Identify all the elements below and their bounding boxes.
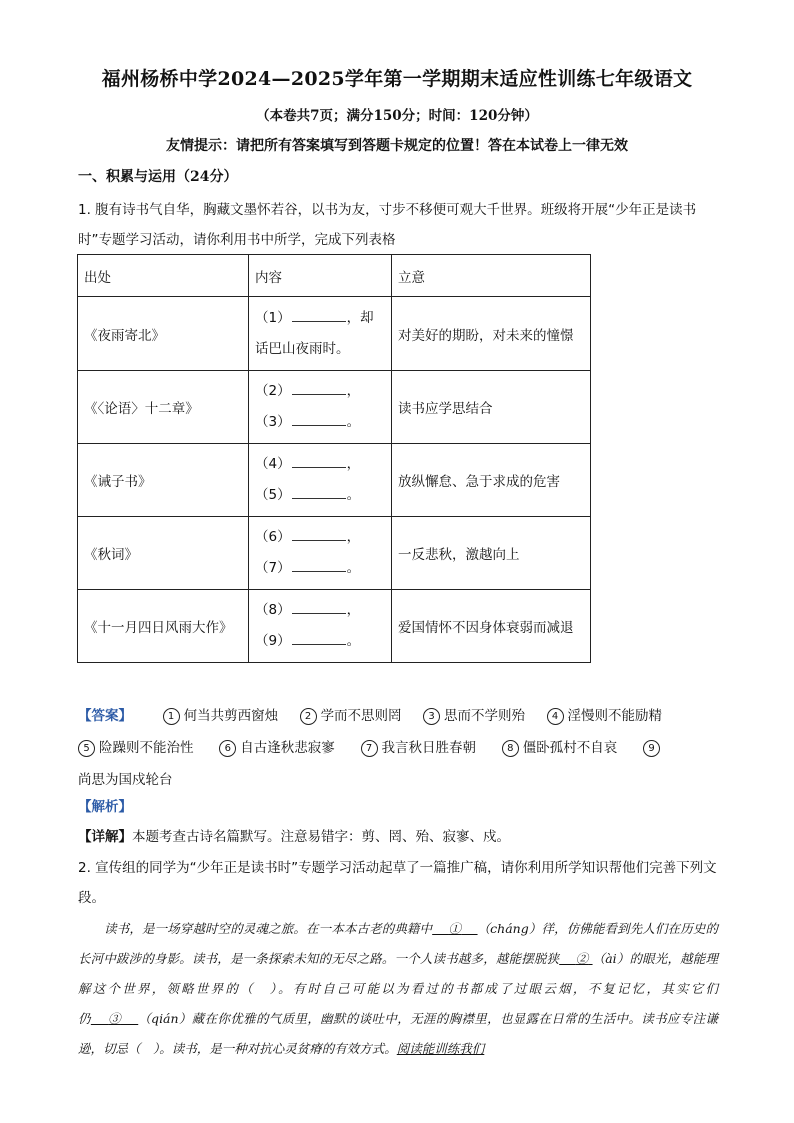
answer-text: 淫慢则不能励精 (567, 708, 662, 724)
answer-item (163, 700, 279, 732)
row-content (249, 297, 392, 371)
row-content (249, 590, 392, 663)
answer-text: 僵卧孤村不自哀 (522, 740, 618, 756)
passage-text: （qián）藏在你优雅的气质里，幽默的谈吐中，无涯的胸襟里，也显露在日常的生活中。读书应专注谦逊，切忌（ ）。读书，是一种对抗心灵贫瘠的有效方式。 (78, 1011, 718, 1056)
circled-number: 7 (361, 740, 378, 757)
detail-label: 【详解】 (78, 829, 132, 845)
row-source: 《秋词》 (78, 517, 249, 590)
fill-blank[interactable] (292, 557, 346, 572)
answer-text: 我言秋日胜春朝 (381, 740, 476, 756)
answer-text: 险躁则不能治性 (99, 740, 194, 756)
answer-text: 自古逢秋悲寂寥 (240, 740, 335, 756)
blank-number: （6） (255, 529, 291, 545)
punctuation: ， (346, 529, 361, 545)
blank-number: （8） (255, 602, 291, 618)
table-row (78, 371, 591, 444)
row-source: 《十一月四日风雨大作》 (78, 590, 249, 663)
row-intent: 放纵懈怠、急于求成的危害 (392, 444, 591, 517)
circled-number: 4 (547, 708, 564, 725)
blank-number: （2） (255, 383, 291, 399)
section-heading: 一、积累与运用（24分） (78, 169, 238, 185)
blank-number: （5） (255, 487, 291, 503)
fill-blank[interactable] (292, 380, 346, 395)
answer-item (547, 700, 663, 732)
row-content (249, 444, 392, 517)
poem-table (77, 254, 591, 663)
answer-text: 尚思为国戍轮台 (78, 772, 173, 788)
poem-line: 话巴山夜雨时。 (255, 340, 350, 357)
row-source: 《诫子书》 (78, 444, 249, 517)
marker-number: ① (448, 921, 462, 936)
header-source: 出处 (78, 255, 249, 297)
underlined-sentence: 阅读能训练我们 (396, 1041, 485, 1056)
row-source: 《〈论语〉十二章》 (78, 371, 249, 444)
answer-label: 【答案】 (78, 708, 132, 724)
blank-marker[interactable] (559, 951, 592, 966)
punctuation: ， (346, 383, 361, 399)
row-content (249, 371, 392, 444)
row-intent: 读书应学思结合 (392, 371, 591, 444)
passage-text: （ài）的眼光，越能理解这个世界，领略世界的（ ）。有时自己可能以为看过的书都成了过眼云烟，不复记忆，其实它们仍 (78, 951, 718, 1026)
row-source: 《夜雨寄北》 (78, 297, 249, 371)
answer-text: 学而不思则罔 (320, 708, 402, 724)
fill-blank[interactable] (292, 526, 346, 541)
analysis-label: 【解析】 (78, 799, 132, 815)
blank-marker[interactable] (91, 1011, 138, 1026)
blank-number: （1） (255, 309, 291, 326)
circled-number: 5 (78, 740, 95, 757)
row-intent: 一反悲秋，激越向上 (392, 517, 591, 590)
circled-number: 2 (300, 708, 317, 725)
circled-number: 6 (219, 740, 236, 757)
header-intent: 立意 (392, 255, 591, 297)
fill-blank[interactable] (292, 599, 346, 614)
friendly-tip: 友情提示：请把所有答案填写到答题卡规定的位置！答在本试卷上一律无效 (166, 138, 628, 154)
table-row (78, 590, 591, 663)
punctuation: ， (346, 602, 361, 618)
detail-text: 本题考查古诗名篇默写。注意易错字：剪、罔、殆、寂寥、戍。 (132, 829, 510, 845)
circled-number: 1 (163, 708, 180, 725)
row-content (249, 517, 392, 590)
blank-number: （7） (255, 560, 291, 576)
fill-blank[interactable] (292, 484, 346, 499)
marker-number: ② (575, 951, 589, 966)
fill-blank[interactable] (292, 307, 346, 322)
fill-blank[interactable] (292, 453, 346, 468)
question-1-prompt: 1. 腹有诗书气自华，胸藏文墨怀若谷，以书为友，寸步不移便可观大千世界。班级将开展“少年正是读书时”专题学习活动，请你利用书中所学，完成下列表格 (78, 202, 697, 248)
passage-text: 读书，是一场穿越时空的灵魂之旅。在一本本古老的典籍中 (104, 921, 433, 936)
blank-number: （3） (255, 414, 291, 430)
circled-number: 8 (502, 740, 519, 757)
answer-item (502, 732, 618, 764)
question-2-prompt: 2. 宣传组的同学为“少年正是读书时”专题学习活动起草了一篇推广稿，请你利用所学知识帮他们完善下列文段。 (78, 860, 717, 906)
blank-number: （9） (255, 633, 291, 649)
passage (78, 914, 718, 1064)
answer-item (361, 732, 477, 764)
punctuation: ，却 (346, 309, 374, 326)
answer-item (423, 700, 525, 732)
marker-number: ③ (108, 1011, 121, 1026)
passage-text: （cháng）徉，仿佛能看到先人们在历史的长河中跋涉的身影。读书，是一条探索未知的无尽之路。一个人读书越多，越能摆脱狭 (78, 921, 718, 966)
punctuation: 。 (346, 487, 361, 503)
blank-marker[interactable] (432, 921, 477, 936)
table-row (78, 444, 591, 517)
punctuation: 。 (346, 560, 361, 576)
fill-blank[interactable] (292, 411, 346, 426)
answer-block (78, 700, 718, 796)
blank-number: （4） (255, 456, 291, 472)
answer-item (300, 700, 402, 732)
circled-number: 9 (643, 740, 660, 757)
answer-item (78, 732, 194, 764)
table-header-row (78, 255, 591, 297)
answer-item (219, 732, 335, 764)
answer-text: 思而不学则殆 (444, 708, 526, 724)
circled-number: 3 (423, 708, 440, 725)
exam-subtitle: （本卷共7页；满分150分；时间：120分钟） (256, 108, 538, 124)
punctuation: 。 (346, 633, 361, 649)
punctuation: 。 (346, 414, 361, 430)
table-row (78, 517, 591, 590)
table-row (78, 297, 591, 371)
punctuation: ， (346, 456, 361, 472)
detail-block (78, 822, 510, 852)
row-intent: 对美好的期盼，对未来的憧憬 (392, 297, 591, 371)
answer-text: 何当共剪西窗烛 (183, 708, 279, 724)
header-content: 内容 (249, 255, 392, 297)
row-intent: 爱国情怀不因身体衰弱而减退 (392, 590, 591, 663)
fill-blank[interactable] (292, 630, 346, 645)
exam-title: 福州杨桥中学2024—2025学年第一学期期末适应性训练七年级语文 (101, 68, 693, 90)
